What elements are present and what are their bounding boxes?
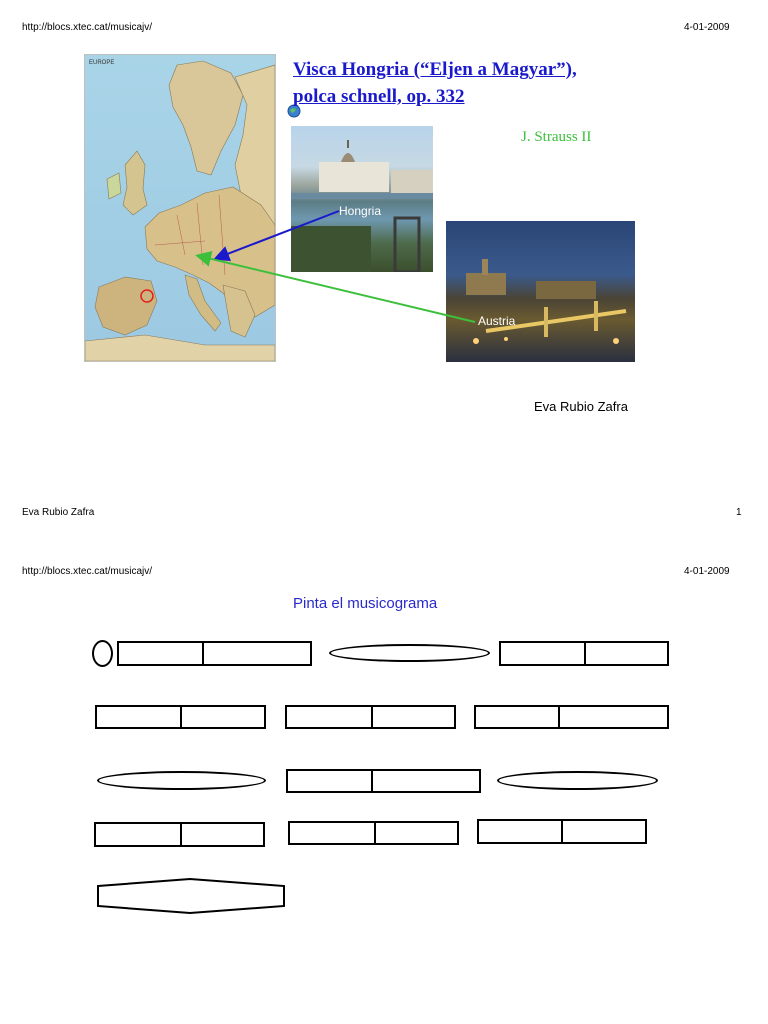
musicograma-title: Pinta el musicograma bbox=[293, 595, 438, 612]
musicograma-oval[interactable] bbox=[97, 771, 266, 790]
page1-footer-page-number: 1 bbox=[736, 507, 742, 518]
musicograma-box[interactable] bbox=[558, 705, 669, 729]
musicograma-box[interactable] bbox=[117, 641, 204, 666]
arrows-overlay bbox=[0, 0, 768, 420]
location-marker bbox=[141, 290, 153, 302]
page2-header-date: 4-01-2009 bbox=[684, 566, 730, 577]
musicograma-box[interactable] bbox=[180, 822, 265, 847]
musicograma-circle[interactable] bbox=[92, 640, 113, 667]
musicograma-box[interactable] bbox=[374, 821, 459, 845]
musicograma-hexagon[interactable] bbox=[96, 877, 288, 917]
page2-header-url: http://blocs.xtec.cat/musicajv/ bbox=[22, 566, 153, 577]
author-name: Eva Rubio Zafra bbox=[534, 399, 628, 414]
musicograma-box[interactable] bbox=[561, 819, 647, 844]
map-label: EUROPE bbox=[89, 60, 115, 66]
musicograma-box[interactable] bbox=[285, 705, 373, 729]
musicograma-box[interactable] bbox=[180, 705, 266, 729]
musicograma-box[interactable] bbox=[95, 705, 182, 729]
musicograma-box[interactable] bbox=[94, 822, 182, 847]
musicograma-box[interactable] bbox=[202, 641, 312, 666]
musicograma-box[interactable] bbox=[286, 769, 373, 793]
musicograma-box[interactable] bbox=[288, 821, 376, 845]
page-title-line1[interactable]: Visca Hongria (“Eljen a Magyar”), bbox=[293, 59, 577, 80]
musicograma-box[interactable] bbox=[584, 641, 669, 666]
musicograma-box[interactable] bbox=[371, 769, 481, 793]
musicograma-box[interactable] bbox=[371, 705, 456, 729]
musicograma-box[interactable] bbox=[474, 705, 560, 729]
musicograma-oval[interactable] bbox=[329, 644, 490, 662]
label-hongria: Hongria bbox=[339, 204, 382, 218]
page1-header-url: http://blocs.xtec.cat/musicajv/ bbox=[22, 22, 153, 33]
page-title-line2[interactable]: polca schnell, op. 332 bbox=[293, 86, 465, 107]
composer-name: J. Strauss II bbox=[521, 129, 592, 145]
arrow-austria bbox=[199, 256, 475, 322]
page1-footer-author: Eva Rubio Zafra bbox=[22, 507, 95, 518]
label-austria: Austria bbox=[478, 314, 516, 328]
musicograma-box[interactable] bbox=[499, 641, 586, 666]
musicograma-box[interactable] bbox=[477, 819, 563, 844]
musicograma-oval[interactable] bbox=[497, 771, 658, 790]
arrow-hongria bbox=[217, 211, 339, 258]
page1-header-date: 4-01-2009 bbox=[684, 22, 730, 33]
